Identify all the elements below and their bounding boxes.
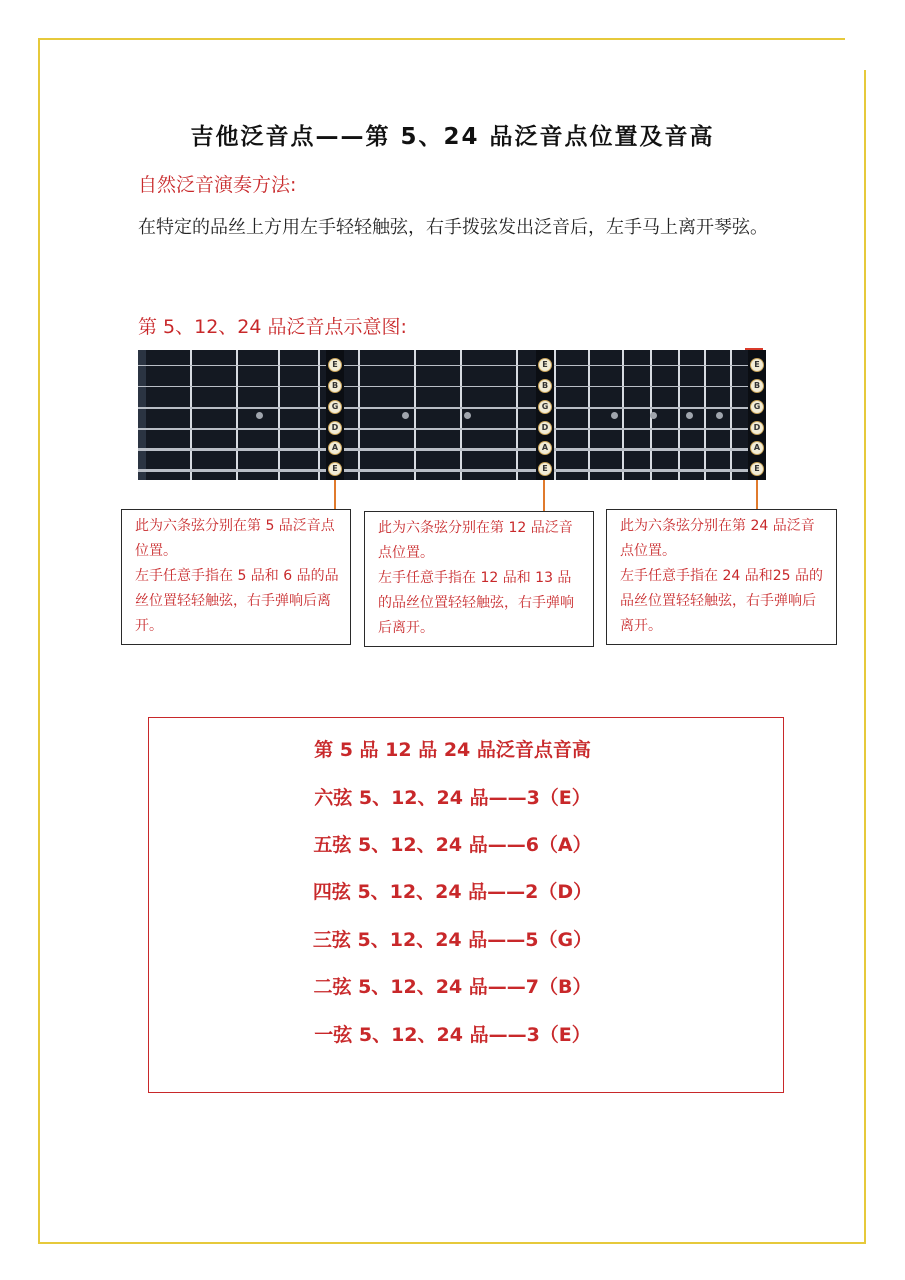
harmonic-point: G (538, 400, 552, 414)
pitch-line: 五弦 5、12、24 品——6（A） (313, 834, 592, 856)
guitar-string (138, 365, 766, 366)
fret-wire (678, 350, 680, 480)
connector-5 (334, 480, 336, 510)
fret-wire (622, 350, 624, 480)
pitch-line: 四弦 5、12、24 品——2（D） (312, 881, 593, 903)
inlay-dot (650, 412, 657, 419)
guitar-string (138, 448, 766, 451)
harmonic-point: E (538, 462, 552, 476)
page-title: 吉他泛音点——第 5、24 品泛音点位置及音高 (190, 124, 715, 150)
fret-wire (516, 350, 518, 480)
connector-12 (543, 480, 545, 512)
guitar-string (138, 469, 766, 472)
connector-24 (756, 480, 758, 510)
fretboard-edge (138, 350, 146, 480)
harmonic-point: G (750, 400, 764, 414)
note-fret-5 (121, 509, 351, 645)
inlay-dot (256, 412, 263, 419)
diagram-heading: 第 5、12、24 品泛音点示意图: (138, 316, 407, 338)
pitch-heading: 第 5 品 12 品 24 品泛音点音高 (314, 739, 591, 761)
harmonic-point: B (750, 379, 764, 393)
inlay-dot (716, 412, 723, 419)
fret-wire (236, 350, 238, 480)
harmonic-point: A (538, 441, 552, 455)
harmonic-point: D (328, 421, 342, 435)
harmonic-point: B (538, 379, 552, 393)
fret-wire (278, 350, 280, 480)
harmonic-point: A (750, 441, 764, 455)
fret-wire (414, 350, 416, 480)
pitch-line: 六弦 5、12、24 品——3（E） (314, 787, 591, 809)
note-fret-24 (606, 509, 837, 645)
pitch-line: 一弦 5、12、24 品——3（E） (314, 1024, 591, 1046)
pitch-line: 二弦 5、12、24 品——7（B） (313, 976, 592, 998)
border-gap (845, 30, 869, 70)
harmonic-point: G (328, 400, 342, 414)
inlay-dot (464, 412, 471, 419)
harmonic-point: E (750, 462, 764, 476)
fret-wire (704, 350, 706, 480)
method-heading: 自然泛音演奏方法: (138, 174, 297, 196)
harmonic-point: E (328, 462, 342, 476)
fret-wire (358, 350, 360, 480)
note-text: 此为六条弦分别在第 5 品泛音点位置。 左手任意手指在 5 品和 6 品的品丝位置轻轻触弦，右手弹响后离开。 (135, 518, 339, 634)
fret-wire (588, 350, 590, 480)
harmonic-point: D (538, 421, 552, 435)
harmonic-point: B (328, 379, 342, 393)
fret-wire (554, 350, 556, 480)
inlay-dot (402, 412, 409, 419)
note-text: 此为六条弦分别在第 12 品泛音点位置。 左手任意手指在 12 品和 13 品的品丝位置轻轻触弦，右手弹响后离开。 (378, 520, 574, 636)
guitar-string (138, 386, 766, 387)
note-fret-12 (364, 511, 594, 647)
fret-wire (190, 350, 192, 480)
harmonic-point: E (538, 358, 552, 372)
note-text: 此为六条弦分别在第 24 品泛音点位置。 左手任意手指在 24 品和25 品的品丝位置轻轻触弦，右手弹响后离开。 (620, 518, 823, 634)
fret-wire (730, 350, 732, 480)
fret-wire (318, 350, 320, 480)
inlay-dot (686, 412, 693, 419)
harmonic-point: E (328, 358, 342, 372)
inlay-dot (611, 412, 618, 419)
harmonic-point: A (328, 441, 342, 455)
method-text: 在特定的品丝上方用左手轻轻触弦，右手拨弦发出泛音后，左手马上离开琴弦。 (138, 217, 768, 238)
harmonic-point: E (750, 358, 764, 372)
harmonic-point: D (750, 421, 764, 435)
guitar-string (138, 428, 766, 430)
fret-wire (460, 350, 462, 480)
pitch-line: 三弦 5、12、24 品——5（G） (312, 929, 593, 951)
guitar-string (138, 407, 766, 409)
fretboard-diagram (138, 350, 766, 480)
